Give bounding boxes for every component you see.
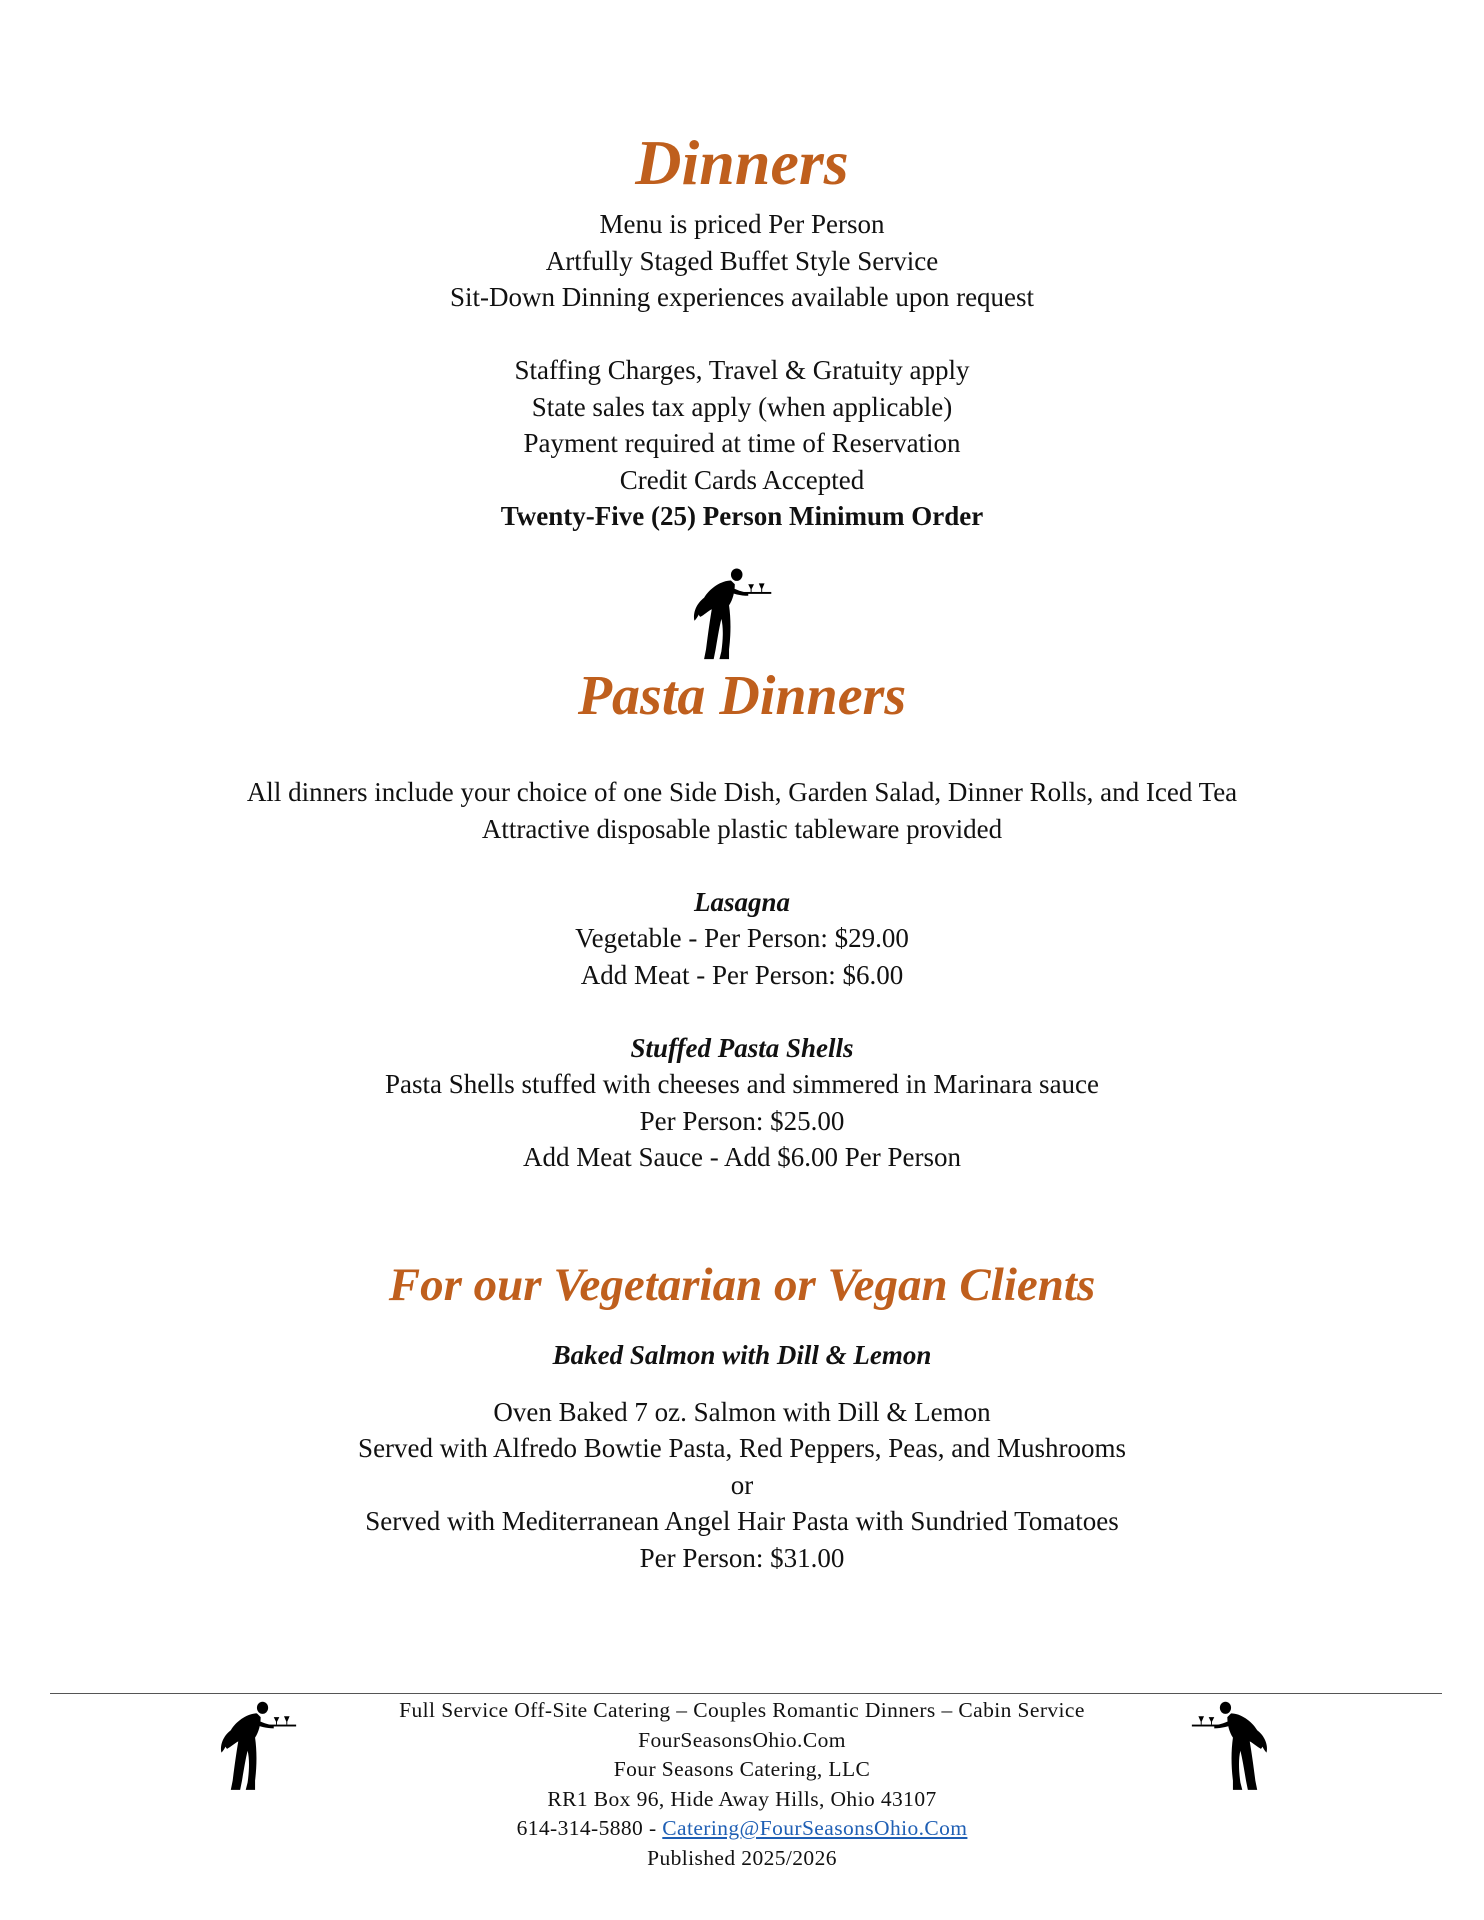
pasta-intro-line: All dinners include your choice of one Side Dish, Garden Salad, Dinner Rolls, and Iced Tea (246, 777, 1238, 807)
terms-line: State sales tax apply (when applicable) (531, 391, 953, 422)
footer-company: Four Seasons Catering, LLC (613, 1757, 871, 1781)
vegetarian-section-title: For our Vegetarian or Vegan Clients (388, 1259, 1096, 1311)
footer-published: Published 2025/2026 (647, 1845, 837, 1870)
pasta-section (0, 774, 1484, 1176)
menu-item-line: or (730, 1469, 754, 1500)
footer-phone: 614-314-5880 - (516, 1816, 663, 1840)
footer-contact (0, 1814, 1484, 1844)
menu-item-name: Lasagna (693, 886, 791, 917)
menu-item-name: Stuffed Pasta Shells (630, 1032, 854, 1063)
menu-item-line: Per Person: $25.00 (639, 1105, 845, 1136)
intro-line: Artfully Staged Buffet Style Service (545, 245, 939, 276)
terms-line: Staffing Charges, Travel & Gratuity apply (514, 355, 970, 385)
minimum-order: Twenty-Five (25) Person Minimum Order (500, 501, 984, 531)
terms-line: Credit Cards Accepted (619, 464, 865, 495)
menu-item-line: Served with Mediterranean Angel Hair Pasta with Sundried Tomatoes (365, 1506, 1119, 1536)
menu-item-line: Add Meat Sauce - Add $6.00 Per Person (523, 1142, 961, 1172)
menu-item-line: Oven Baked 7 oz. Salmon with Dill & Lemon (493, 1396, 991, 1427)
email-link[interactable]: Catering@FourSeasonsOhio.Com (662, 1816, 968, 1840)
pasta-intro-line: Attractive disposable plastic tableware provided (481, 813, 1003, 844)
menu-item-name: Baked Salmon with Dill & Lemon (552, 1340, 932, 1370)
footer-services: Full Service Off-Site Catering – Couples Romantic Dinners – Cabin Service (399, 1698, 1085, 1722)
menu-item-line: Vegetable - Per Person: $29.00 (575, 923, 909, 953)
footer-address: RR1 Box 96, Hide Away Hills, Ohio 43107 (547, 1786, 937, 1811)
footer (0, 1696, 1484, 1873)
intro-line: Menu is priced Per Person (599, 209, 885, 239)
menu-item-line: Served with Alfredo Bowtie Pasta, Red Peppers, Peas, and Mushrooms (358, 1433, 1126, 1463)
intro-block (0, 206, 1484, 535)
menu-item-line: Pasta Shells stuffed with cheeses and simmered in Marinara sauce (384, 1069, 1100, 1099)
page-title: Dinners (635, 127, 849, 198)
pasta-section-title: Pasta Dinners (577, 665, 907, 727)
waiter-icon (686, 567, 774, 663)
footer-website: FourSeasonsOhio.Com (638, 1727, 846, 1752)
intro-line: Sit-Down Dinning experiences available upon request (449, 282, 1035, 312)
menu-item-line: Add Meat - Per Person: $6.00 (580, 959, 904, 990)
terms-line: Payment required at time of Reservation (523, 428, 961, 458)
footer-divider (50, 1693, 1442, 1694)
vegetarian-section (0, 1337, 1484, 1576)
menu-item-line: Per Person: $31.00 (639, 1542, 845, 1573)
